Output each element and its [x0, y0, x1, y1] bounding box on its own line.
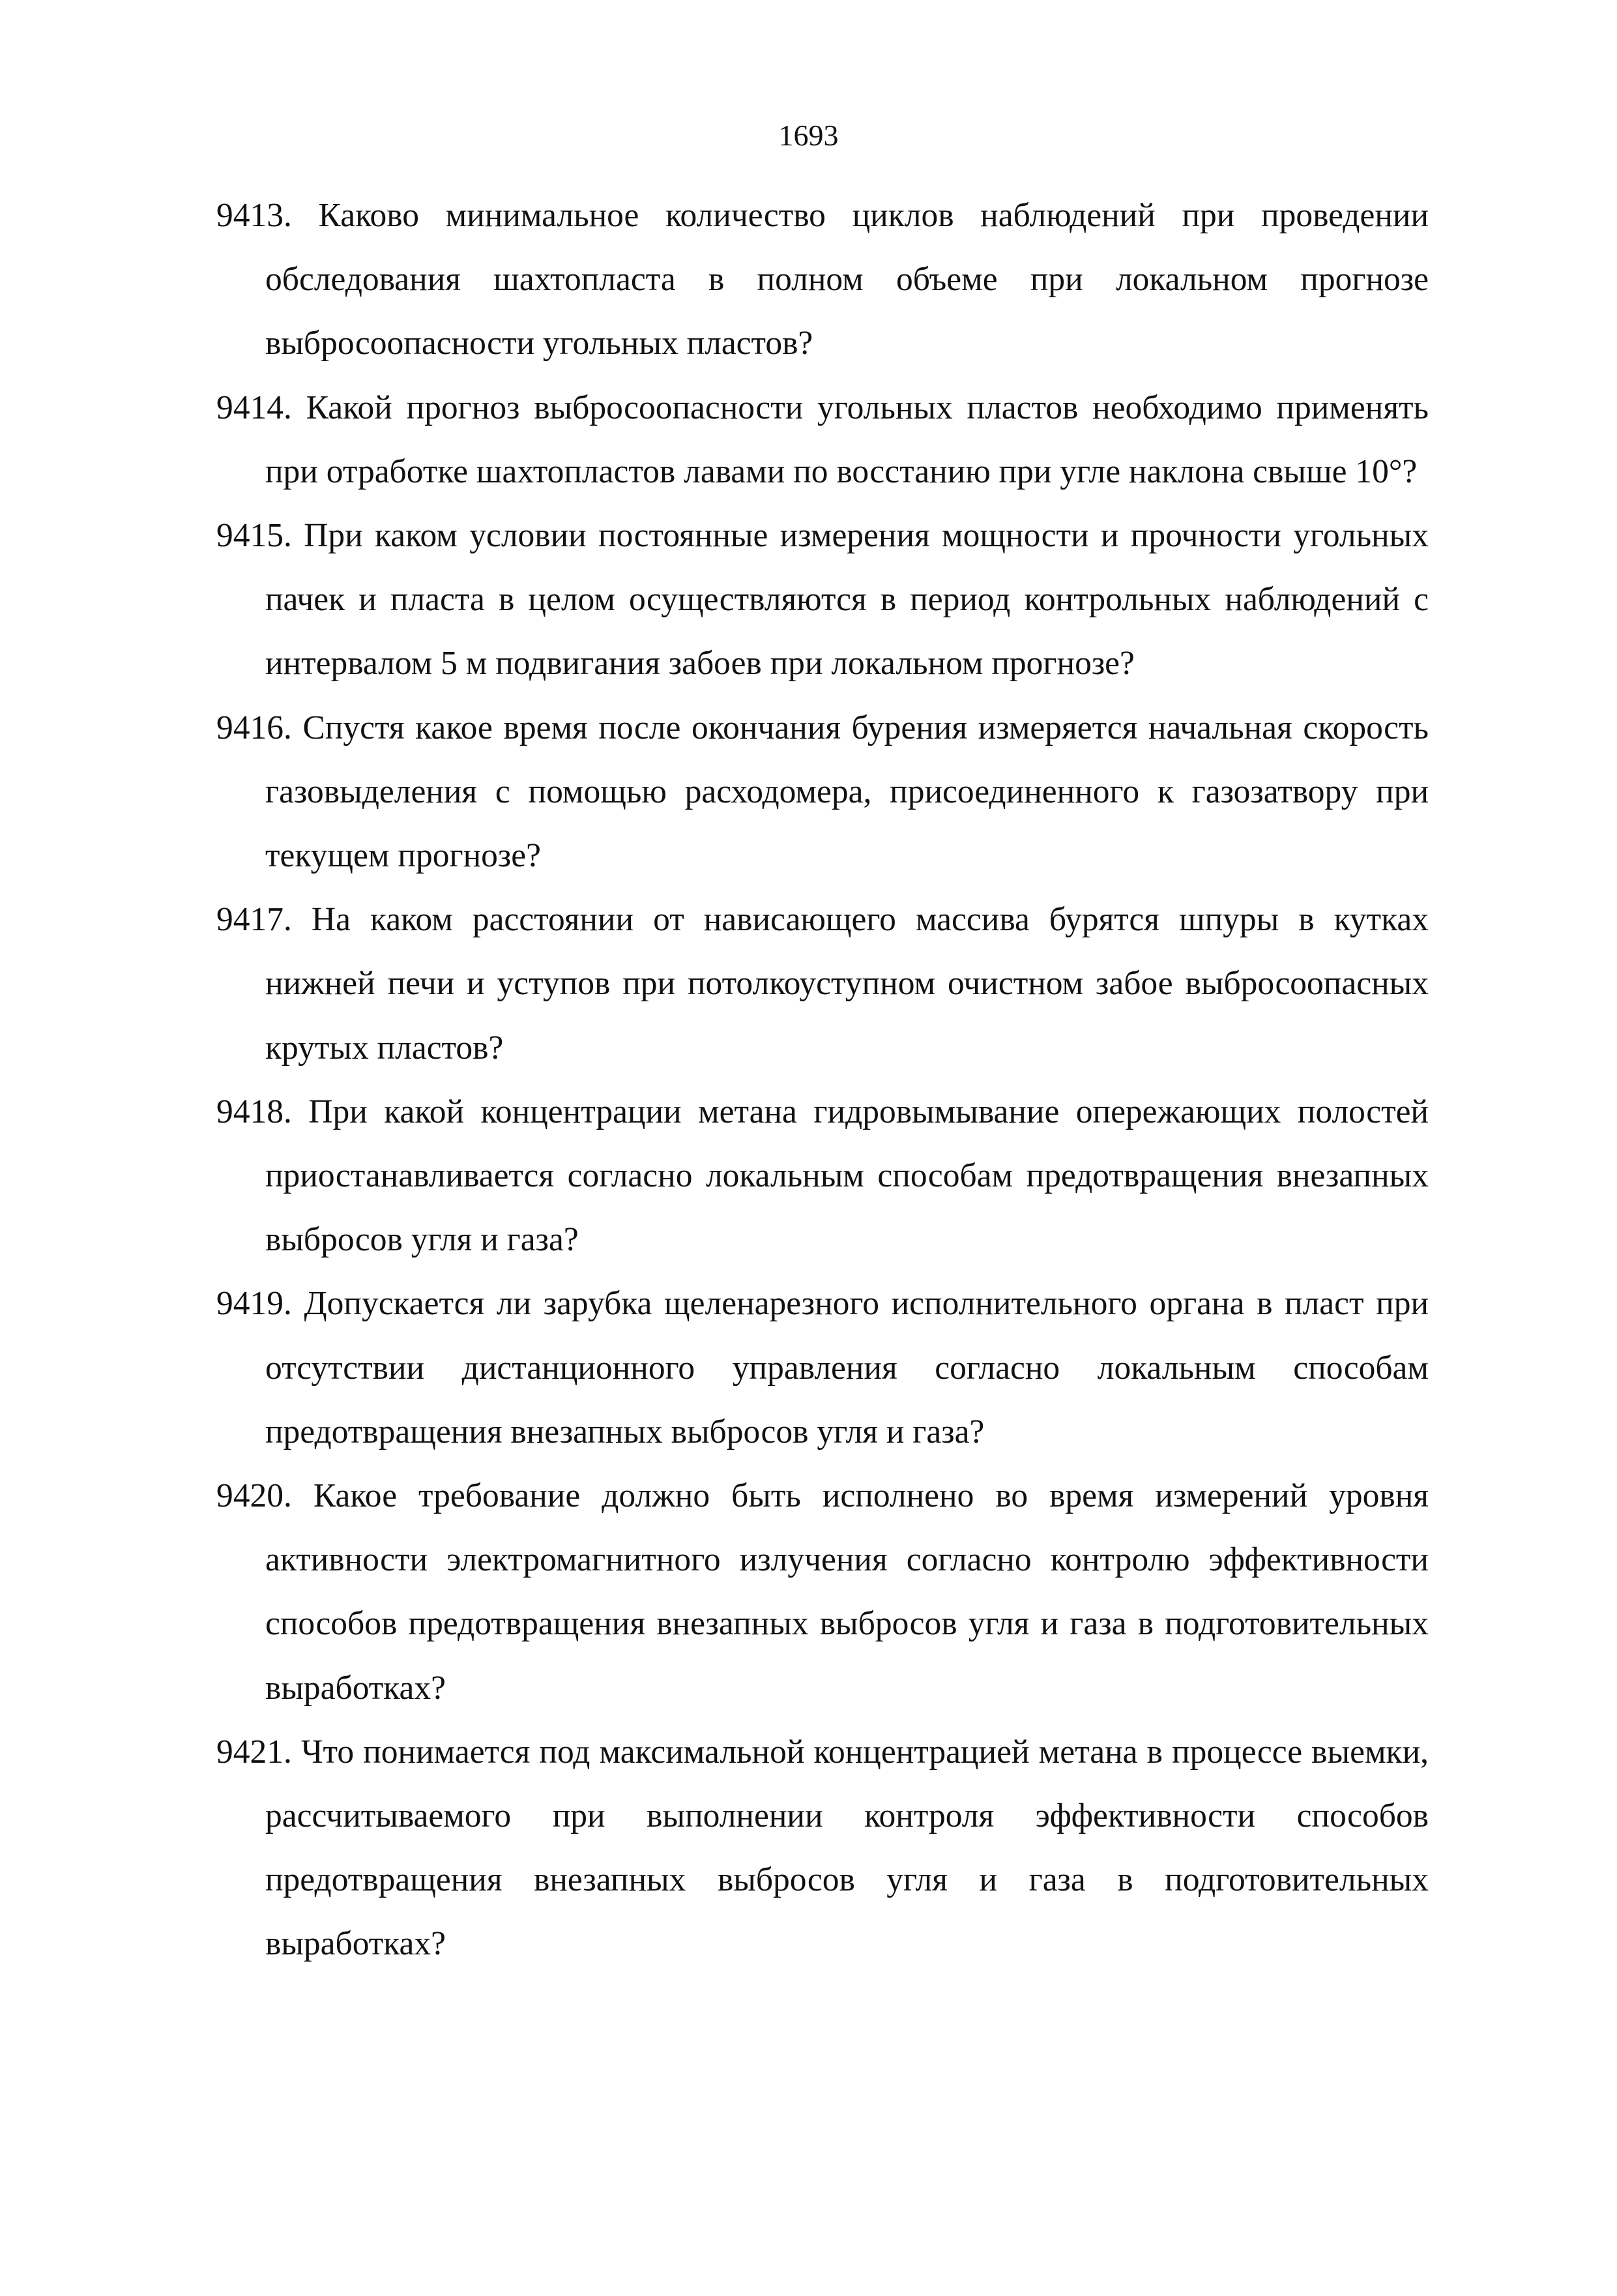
question-number: 9417.: [216, 901, 292, 939]
question-text: Допускается ли зарубка щеленарезного исполнительного органа в пласт при отсутствии дистанционного управления согласно локальным способам предотвращения внезапных выбросов угля и газа?: [265, 1285, 1429, 1450]
question-item: [216, 696, 1429, 889]
question-item: [216, 888, 1429, 1080]
question-item: [216, 1080, 1429, 1273]
question-item: [216, 1272, 1429, 1464]
question-text: При какой концентрации метана гидровымывание опережающих полостей приостанавливается согласно локальным способам предотвращения внезапных выбросов угля и газа?: [265, 1093, 1429, 1259]
question-item: [216, 1720, 1429, 1977]
question-item: [216, 504, 1429, 696]
question-text: При каком условии постоянные измерения мощности и прочности угольных пачек и пласта в целом осуществляются в период контрольных наблюдений с интервалом 5 м подвигания забоев при локальном прогнозе?: [265, 517, 1429, 683]
question-text: Что понимается под максимальной концентрацией метана в процессе выемки, рассчитываемого при выполнении контроля эффективности способов предотвращения внезапных выбросов угля и газа в подготовительных выработках?: [265, 1733, 1429, 1963]
question-item: [216, 184, 1429, 376]
question-number: 9418.: [216, 1093, 292, 1130]
question-text: Спустя какое время после окончания бурения измеряется начальная скорость газовыделения с помощью расходомера, присоединенного к газозатвору при текущем прогнозе?: [265, 709, 1429, 875]
question-number: 9421.: [216, 1733, 292, 1771]
page-number: 1693: [778, 119, 839, 152]
question-number: 9413.: [216, 197, 292, 234]
question-number: 9420.: [216, 1477, 292, 1515]
question-number: 9414.: [216, 389, 292, 426]
question-text: На каком расстоянии от нависающего массива бурятся шпуры в кутках нижней печи и уступов при потолкоуступном очистном забое выбросоопасных крутых пластов?: [265, 901, 1429, 1067]
question-text: Каково минимальное количество циклов наблюдений при проведении обследования шахтопласта в полном объеме при локальном прогнозе выбросоопасности угольных пластов?: [265, 197, 1429, 362]
question-text: Какой прогноз выбросоопасности угольных пластов необходимо применять при отработке шахтопластов лавами по восстанию при угле наклона свыше 10°?: [265, 389, 1429, 490]
question-item: [216, 1464, 1429, 1720]
question-number: 9416.: [216, 709, 292, 746]
question-number: 9415.: [216, 517, 292, 555]
question-text: Какое требование должно быть исполнено во время измерений уровня активности электромагнитного излучения согласно контролю эффективности способов предотвращения внезапных выбросов угля и газа в подготовительных выработках?: [265, 1477, 1429, 1707]
question-item: [216, 376, 1429, 504]
question-number: 9419.: [216, 1285, 292, 1323]
question-list: [216, 184, 1429, 1977]
